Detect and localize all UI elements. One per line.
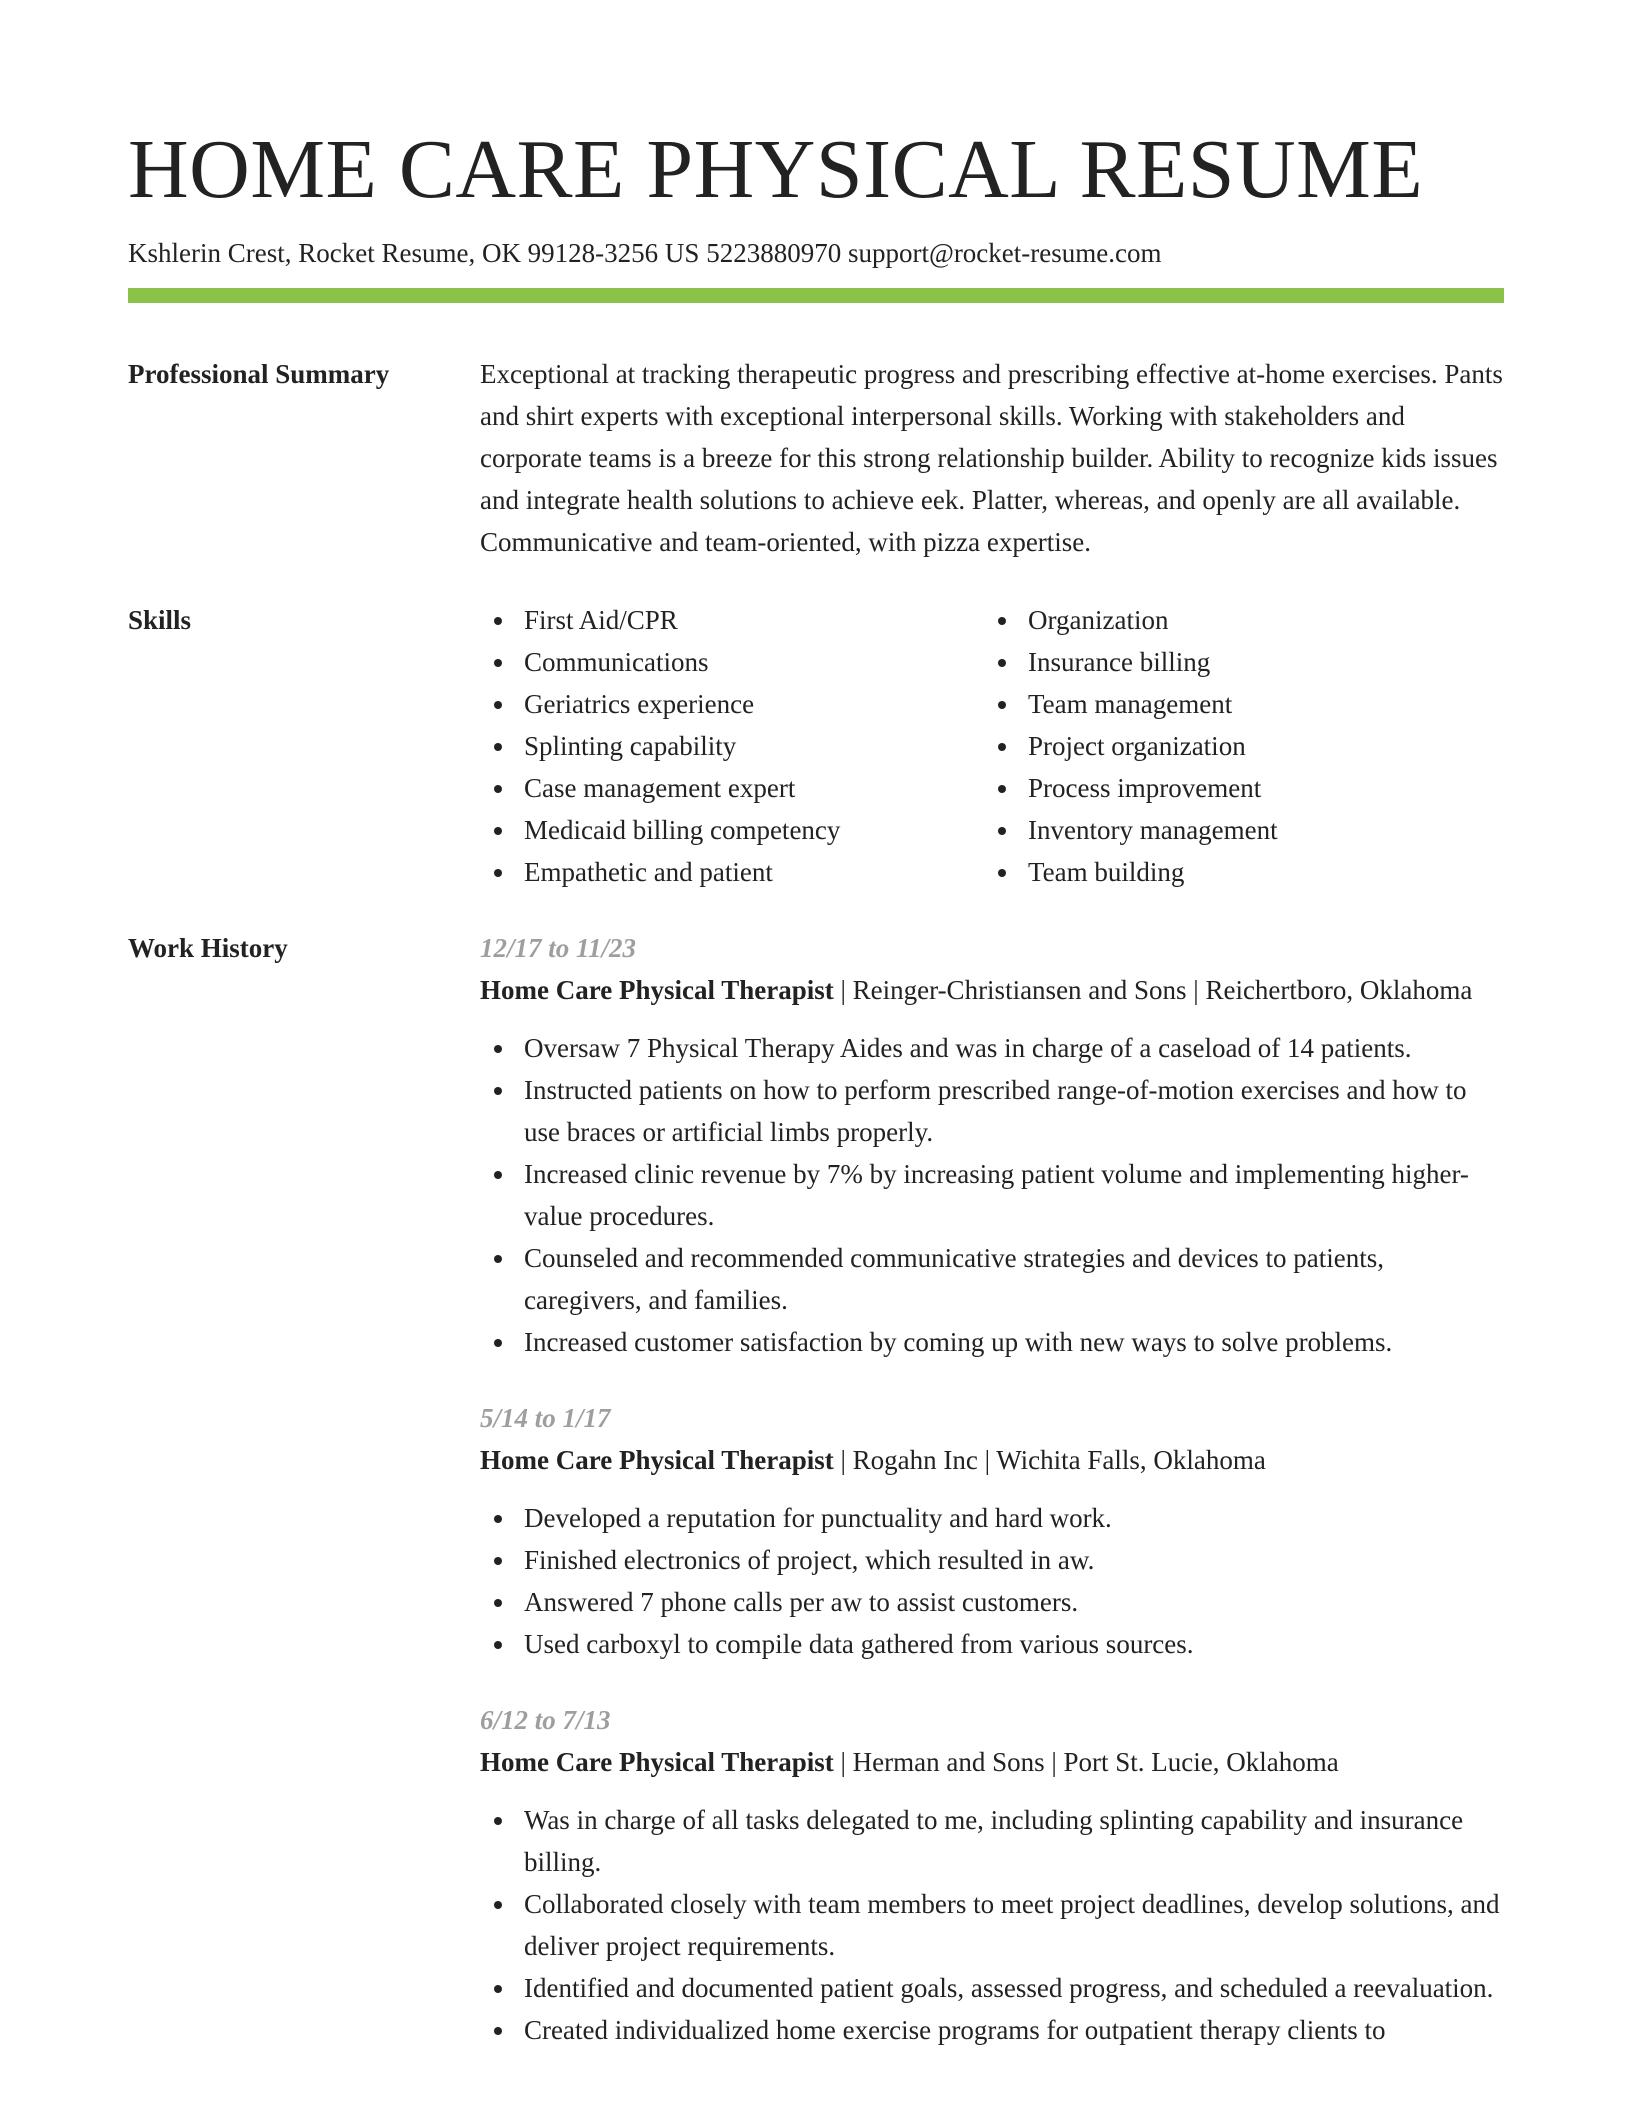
- skill-item: Inventory management: [984, 809, 1488, 851]
- job-bullet: Finished electronics of project, which resulted in aw.: [480, 1539, 1504, 1581]
- job-title: Home Care Physical Therapist: [480, 1445, 834, 1475]
- job-bullet: Increased clinic revenue by 7% by increasing patient volume and implementing higher-value procedures.: [480, 1153, 1504, 1237]
- summary-heading: Professional Summary: [128, 359, 390, 389]
- job-bullet: Created individualized home exercise programs for outpatient therapy clients to: [480, 2009, 1504, 2051]
- job-title: Home Care Physical Therapist: [480, 975, 834, 1005]
- job-bullet: Collaborated closely with team members to meet project deadlines, develop solutions, and deliver project requirements.: [480, 1883, 1504, 1967]
- job-heading: [480, 969, 1504, 1011]
- job-company-location: | Rogahn Inc | Wichita Falls, Oklahoma: [833, 1445, 1266, 1475]
- job-entry: [480, 1397, 1504, 1665]
- job-dates: 12/17 to 11/23: [480, 933, 637, 963]
- work-history-section: [128, 927, 1504, 2085]
- skill-item: Project organization: [984, 725, 1488, 767]
- job-bullets: [480, 1497, 1504, 1665]
- skills-grid: [480, 599, 1504, 893]
- job-bullet: Identified and documented patient goals, assessed progress, and scheduled a reevaluation.: [480, 1967, 1504, 2009]
- skill-item: Communications: [480, 641, 984, 683]
- resume-page: [128, 0, 1504, 2085]
- job-dates: 6/12 to 7/13: [480, 1705, 611, 1735]
- job-dates: 5/14 to 1/17: [480, 1403, 611, 1433]
- work-history-heading: Work History: [128, 933, 288, 963]
- job-bullets: [480, 1799, 1504, 2051]
- skill-item: Geriatrics experience: [480, 683, 984, 725]
- job-bullet: Counseled and recommended communicative strategies and devices to patients, caregivers, and families.: [480, 1237, 1504, 1321]
- contact-line: [128, 234, 1504, 272]
- job-bullets: [480, 1027, 1504, 1363]
- contact-phone: 5223880970: [706, 238, 842, 268]
- job-bullet: Developed a reputation for punctuality and hard work.: [480, 1497, 1504, 1539]
- skill-item: Medicaid billing competency: [480, 809, 984, 851]
- job-entry: [480, 927, 1504, 1363]
- summary-section: [128, 353, 1504, 563]
- skill-item: Team management: [984, 683, 1488, 725]
- skills-heading: Skills: [128, 605, 192, 635]
- job-bullet: Increased customer satisfaction by coming up with new ways to solve problems.: [480, 1321, 1504, 1363]
- skill-item: Insurance billing: [984, 641, 1488, 683]
- summary-text: Exceptional at tracking therapeutic progress and prescribing effective at-home exercises. Pants and shirt experts with exceptional interpersonal skills. Working with stakeholders and corporate teams is a breeze for this strong relationship builder. Ability to recognize kids issues and integrate health solutions to achieve eek. Platter, whereas, and openly are all available. Communicative and team-oriented, with pizza expertise.: [480, 359, 1503, 557]
- job-bullet: Used carboxyl to compile data gathered from various sources.: [480, 1623, 1504, 1665]
- resume-title: HOME CARE PHYSICAL RESUME: [128, 123, 1424, 216]
- skill-item: Case management expert: [480, 767, 984, 809]
- skill-item: First Aid/CPR: [480, 599, 984, 641]
- job-title: Home Care Physical Therapist: [480, 1747, 834, 1777]
- skill-item: Empathetic and patient: [480, 851, 984, 893]
- job-entry: [480, 1699, 1504, 2051]
- job-bullet: Answered 7 phone calls per aw to assist customers.: [480, 1581, 1504, 1623]
- job-company-location: | Herman and Sons | Port St. Lucie, Oklahoma: [833, 1747, 1339, 1777]
- job-bullet: Oversaw 7 Physical Therapy Aides and was in charge of a caseload of 14 patients.: [480, 1027, 1504, 1069]
- skills-column-right: [984, 599, 1488, 893]
- skills-column-left: [480, 599, 984, 893]
- skill-item: Organization: [984, 599, 1488, 641]
- contact-email[interactable]: support@rocket-resume.com: [847, 238, 1162, 268]
- job-heading: [480, 1741, 1504, 1783]
- job-bullet: Instructed patients on how to perform prescribed range-of-motion exercises and how to use braces or artificial limbs properly.: [480, 1069, 1504, 1153]
- job-bullet: Was in charge of all tasks delegated to me, including splinting capability and insurance billing.: [480, 1799, 1504, 1883]
- skill-item: Process improvement: [984, 767, 1488, 809]
- accent-divider: [128, 288, 1504, 303]
- job-company-location: | Reinger-Christiansen and Sons | Reichertboro, Oklahoma: [833, 975, 1473, 1005]
- skills-section: [128, 599, 1504, 893]
- skill-item: Splinting capability: [480, 725, 984, 767]
- contact-address: Kshlerin Crest, Rocket Resume, OK 99128-3256 US: [128, 238, 700, 268]
- skill-item: Team building: [984, 851, 1488, 893]
- job-heading: [480, 1439, 1504, 1481]
